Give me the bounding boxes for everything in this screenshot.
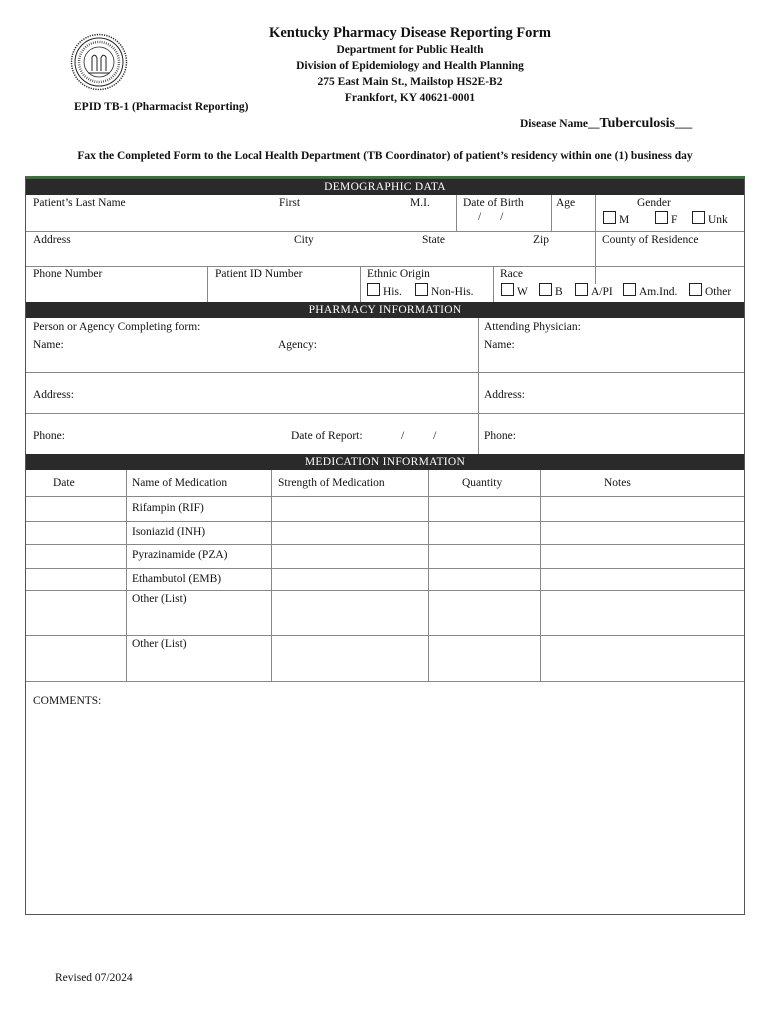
fax-instruction: Fax the Completed Form to the Local Health Department (TB Coordinator) of patient’s residency within one (1) business day	[77, 150, 693, 162]
checkbox-icon[interactable]	[603, 211, 616, 224]
row-rule	[26, 635, 744, 636]
pharmacy-band: PHARMACY INFORMATION	[26, 302, 744, 318]
attending-physician-label: Attending Physician:	[484, 321, 581, 333]
physician-phone-label[interactable]: Phone:	[484, 430, 516, 442]
checkbox-icon[interactable]	[623, 283, 636, 296]
med-row-pyrazinamide[interactable]: Pyrazinamide (PZA)	[132, 549, 228, 561]
phone-label[interactable]: Phone Number	[33, 268, 103, 280]
divider	[478, 318, 479, 454]
med-row-other-2[interactable]: Other (List)	[132, 638, 187, 650]
comments-label[interactable]: COMMENTS:	[33, 695, 102, 707]
col-date: Date	[53, 477, 75, 489]
divider	[126, 470, 127, 681]
race-option-amind[interactable]: Am.Ind.	[623, 283, 677, 298]
divider	[595, 195, 596, 284]
row-rule	[26, 590, 271, 591]
dob-slashes: / /	[478, 211, 504, 223]
gender-option-m[interactable]: M	[603, 211, 629, 226]
divider	[493, 266, 494, 302]
city-zip: Frankfort, KY 40621-0001	[344, 92, 476, 104]
disease-value: Tuberculosis	[599, 116, 676, 131]
state-label[interactable]: State	[422, 234, 445, 246]
checkbox-icon[interactable]	[501, 283, 514, 296]
checkbox-icon[interactable]	[539, 283, 552, 296]
physician-address-label[interactable]: Address:	[484, 389, 525, 401]
checkbox-icon[interactable]	[692, 211, 705, 224]
last-name-label[interactable]: Patient’s Last Name	[33, 197, 126, 209]
med-row-rifampin[interactable]: Rifampin (RIF)	[132, 502, 204, 514]
col-notes: Notes	[604, 477, 631, 489]
race-option-api[interactable]: A/PI	[575, 283, 613, 298]
gender-label: Gender	[637, 197, 671, 209]
checkbox-icon[interactable]	[415, 283, 428, 296]
address-label[interactable]: Address	[33, 234, 71, 246]
first-name-label[interactable]: First	[279, 197, 301, 209]
checkbox-icon[interactable]	[689, 283, 702, 296]
divider	[207, 266, 208, 302]
kentucky-seal-logo	[70, 33, 128, 91]
divider	[551, 195, 552, 231]
ethnic-origin-label: Ethnic Origin	[367, 268, 430, 280]
mailing-address: 275 East Main St., Mailstop HS2E-B2	[317, 76, 503, 88]
race-option-w[interactable]: W	[501, 283, 528, 298]
row-rule	[26, 521, 744, 522]
demographic-band: DEMOGRAPHIC DATA	[26, 179, 744, 195]
row-rule	[26, 413, 744, 414]
row-rule	[26, 568, 744, 569]
col-quantity: Quantity	[462, 477, 503, 489]
age-label[interactable]: Age	[556, 197, 576, 209]
pharmacy-address-label[interactable]: Address:	[33, 389, 74, 401]
divider	[271, 470, 272, 681]
dob-label[interactable]: Date of Birth	[463, 197, 524, 209]
checkbox-icon[interactable]	[575, 283, 588, 296]
form-title: Kentucky Pharmacy Disease Reporting Form	[269, 25, 551, 41]
row-rule	[26, 681, 744, 682]
divider	[428, 470, 429, 681]
date-slashes: / /	[401, 430, 437, 442]
ethnic-option-his[interactable]: His.	[367, 283, 402, 298]
row-rule	[26, 496, 744, 497]
divider	[360, 266, 361, 302]
gender-option-unk[interactable]: Unk	[692, 211, 728, 226]
department-name: Department for Public Health	[336, 44, 484, 56]
col-medication-name: Name of Medication	[132, 477, 228, 489]
disease-label: Disease Name__	[520, 118, 600, 130]
row-rule	[26, 372, 744, 373]
zip-label[interactable]: Zip	[533, 234, 549, 246]
completer-name-label[interactable]: Name:	[33, 339, 64, 351]
med-row-ethambutol[interactable]: Ethambutol (EMB)	[132, 573, 222, 585]
middle-initial-label[interactable]: M.I.	[410, 197, 430, 209]
race-option-b[interactable]: B	[539, 283, 563, 298]
person-agency-label: Person or Agency Completing form:	[33, 321, 201, 333]
med-row-other-1[interactable]: Other (List)	[132, 593, 187, 605]
row-rule	[271, 590, 744, 591]
physician-name-label[interactable]: Name:	[484, 339, 515, 351]
race-option-other[interactable]: Other	[689, 283, 731, 298]
row-rule	[26, 544, 744, 545]
divider	[540, 470, 541, 681]
checkbox-icon[interactable]	[367, 283, 380, 296]
ethnic-option-nonhis[interactable]: Non-His.	[415, 283, 474, 298]
division-name: Division of Epidemiology and Health Planning	[296, 60, 524, 72]
patient-id-label[interactable]: Patient ID Number	[215, 268, 303, 280]
race-label: Race	[500, 268, 523, 280]
row-rule	[26, 266, 744, 267]
city-label[interactable]: City	[294, 234, 314, 246]
row-rule	[26, 231, 744, 232]
medication-band: MEDICATION INFORMATION	[26, 454, 744, 470]
med-row-isoniazid[interactable]: Isoniazid (INH)	[132, 526, 206, 538]
revision-date: Revised 07/2024	[55, 972, 133, 984]
date-of-report-label[interactable]: Date of Report:	[291, 430, 363, 442]
divider	[456, 195, 457, 231]
form-id: EPID TB-1 (Pharmacist Reporting)	[74, 101, 249, 113]
disease-underline: ___	[675, 118, 693, 130]
disease-name-field	[520, 116, 692, 132]
agency-label[interactable]: Agency:	[278, 339, 317, 351]
pharmacy-phone-label[interactable]: Phone:	[33, 430, 65, 442]
gender-option-f[interactable]: F	[655, 211, 677, 226]
checkbox-icon[interactable]	[655, 211, 668, 224]
col-strength: Strength of Medication	[278, 477, 385, 489]
report-form	[25, 178, 745, 915]
county-label[interactable]: County of Residence	[602, 234, 699, 246]
